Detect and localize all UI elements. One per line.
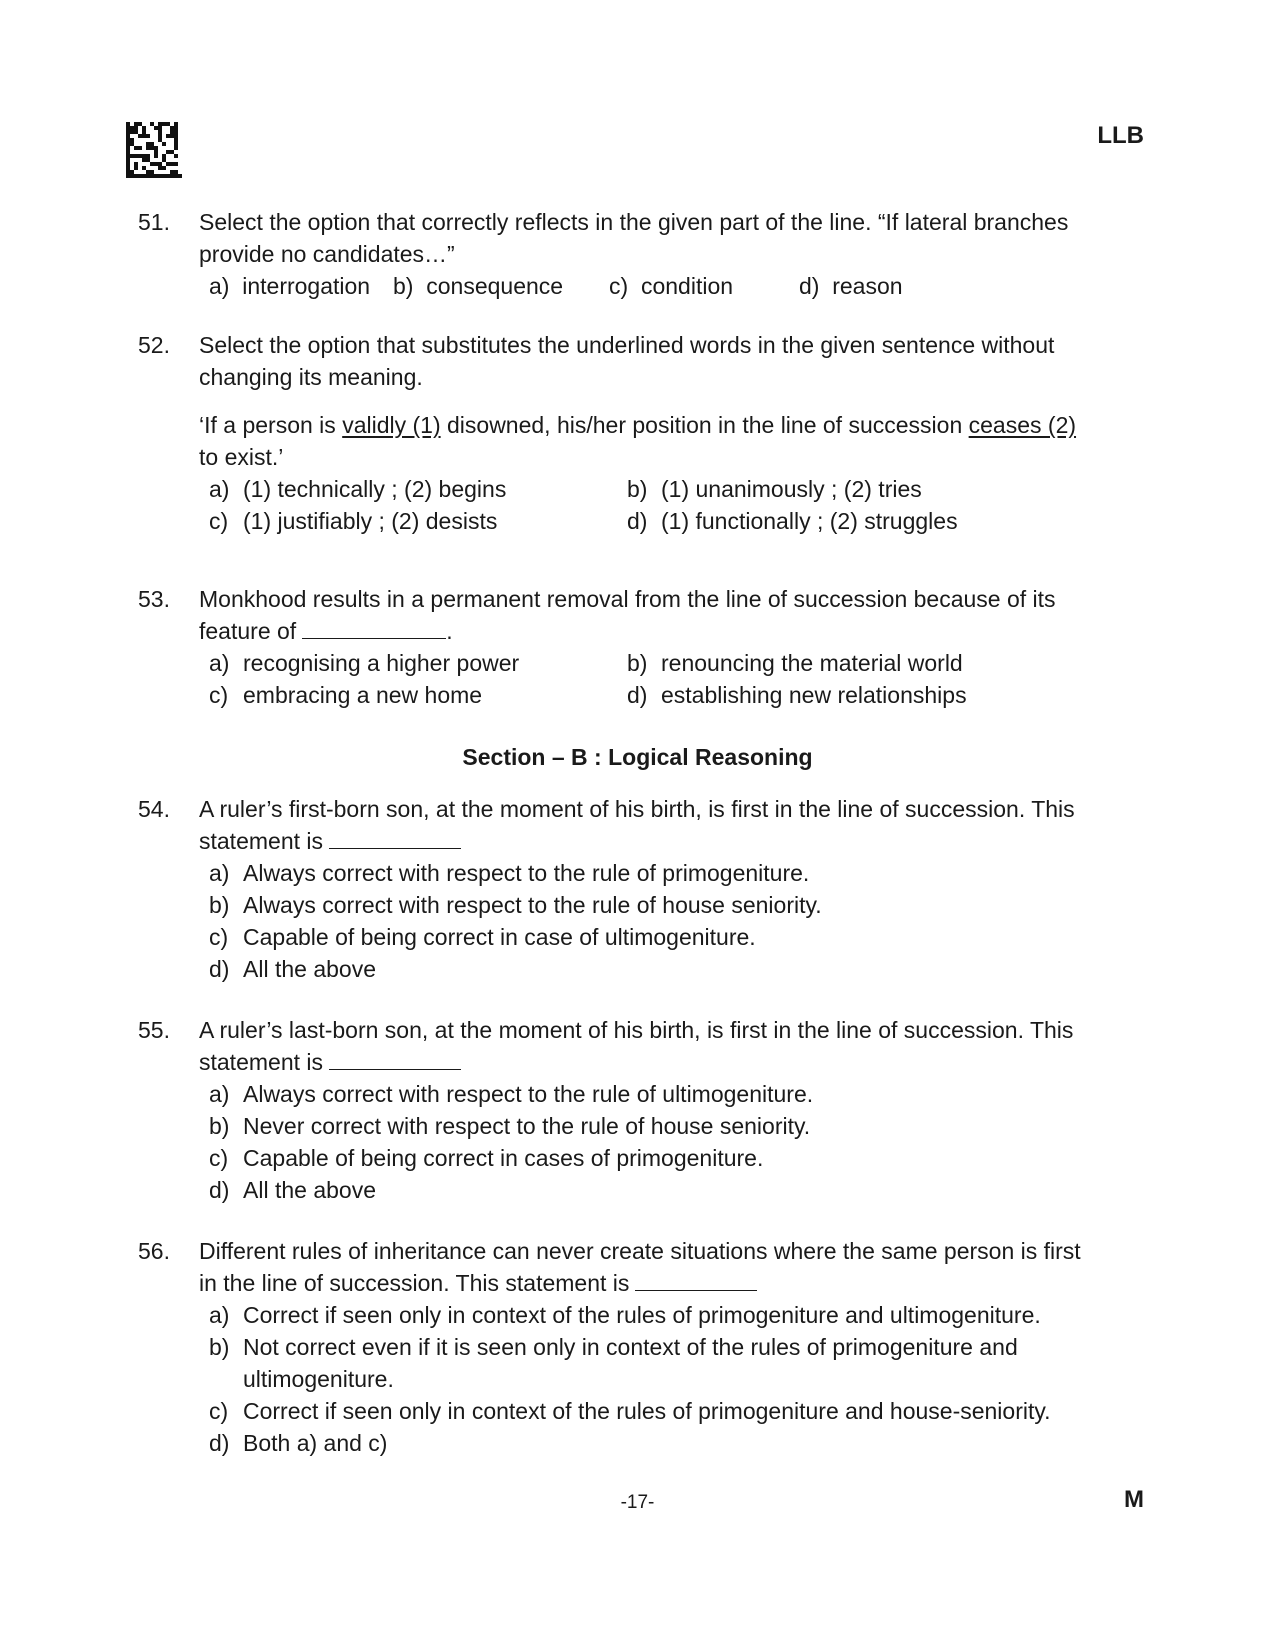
option-b[interactable]: b) renouncing the material world [627,650,963,676]
underlined-word-1: validly (1) [342,412,441,438]
answer-blank [635,1268,757,1291]
question-number: 56. [138,1238,170,1264]
option-d[interactable]: d) Both a) and c) [209,1430,388,1456]
series-mark: M [1124,1486,1144,1513]
question-number: 53. [138,586,170,612]
answer-blank [329,826,461,849]
question-54 [138,793,1098,985]
option-d[interactable]: d) All the above [209,1177,376,1203]
qr-code [126,122,182,178]
options [209,647,1098,711]
options [209,270,1098,302]
answer-blank [302,616,446,639]
option-c[interactable]: c) (1) justifiably ; (2) desists [209,508,498,534]
question-53 [138,583,1098,711]
option-a[interactable]: a) Always correct with respect to the rule of ultimogeniture. [209,1081,814,1107]
option-a[interactable]: a) interrogation [209,273,371,299]
option-a[interactable]: a) Correct if seen only in context of the rules of primogeniture and ultimogeniture. [209,1302,1041,1328]
question-51 [138,206,1098,302]
page-number: -17- [620,1492,655,1513]
option-c[interactable]: c) Capable of being correct in cases of primogeniture. [209,1145,764,1171]
option-b[interactable]: b) Not correct even if it is seen only in context of the rules of primogeniture and ultimogeniture. [209,1334,1018,1392]
option-a[interactable]: a) recognising a higher power [209,650,520,676]
options [209,473,1098,537]
question-52 [138,329,1098,537]
option-d[interactable]: d) establishing new relationships [627,682,967,708]
question-text: A ruler’s first-born son, at the moment of his birth, is first in the line of succession. This statement is [199,796,1075,854]
option-c[interactable]: c) Correct if seen only in context of the rules of primogeniture and house-seniority. [209,1398,1051,1424]
option-b[interactable]: b) consequence [393,273,564,299]
question-number: 54. [138,796,170,822]
option-d[interactable]: d) (1) functionally ; (2) struggles [627,508,958,534]
option-c[interactable]: c) embracing a new home [209,682,483,708]
answer-blank [329,1047,461,1070]
option-d[interactable]: d) reason [799,273,903,299]
question-text: Different rules of inheritance can never create situations where the same person is first in the line of succession. This statement is [199,1238,1081,1296]
quoted-sentence: ‘If a person is validly (1) disowned, his/her position in the line of succession ceases (2) to exist.’ [199,412,1077,470]
option-b[interactable]: b) Always correct with respect to the rule of house seniority. [209,892,822,918]
question-number: 55. [138,1017,170,1043]
question-56 [138,1235,1098,1459]
option-c[interactable]: c) Capable of being correct in case of ultimogeniture. [209,924,756,950]
question-text: Select the option that correctly reflects in the given part of the line. “If lateral branches provide no candidates…” [199,209,1069,267]
option-b[interactable]: b) Never correct with respect to the rule of house seniority. [209,1113,811,1139]
question-text: A ruler’s last-born son, at the moment of his birth, is first in the line of succession. This statement is [199,1017,1074,1075]
option-b[interactable]: b) (1) unanimously ; (2) tries [627,476,922,502]
question-55 [138,1014,1098,1206]
question-text: Select the option that substitutes the underlined words in the given sentence without changing its meaning. [199,332,1055,390]
question-number: 51. [138,209,170,235]
underlined-word-2: ceases (2) [968,412,1077,438]
option-a[interactable]: a) (1) technically ; (2) begins [209,476,507,502]
option-d[interactable]: d) All the above [209,956,376,982]
option-c[interactable]: c) condition [609,273,734,299]
section-heading: Section – B : Logical Reasoning [462,744,813,770]
question-number: 52. [138,332,170,358]
paper-code: LLB [1097,122,1144,149]
option-a[interactable]: a) Always correct with respect to the rule of primogeniture. [209,860,810,886]
question-text: Monkhood results in a permanent removal from the line of succession because of its feature of . [199,586,1056,644]
